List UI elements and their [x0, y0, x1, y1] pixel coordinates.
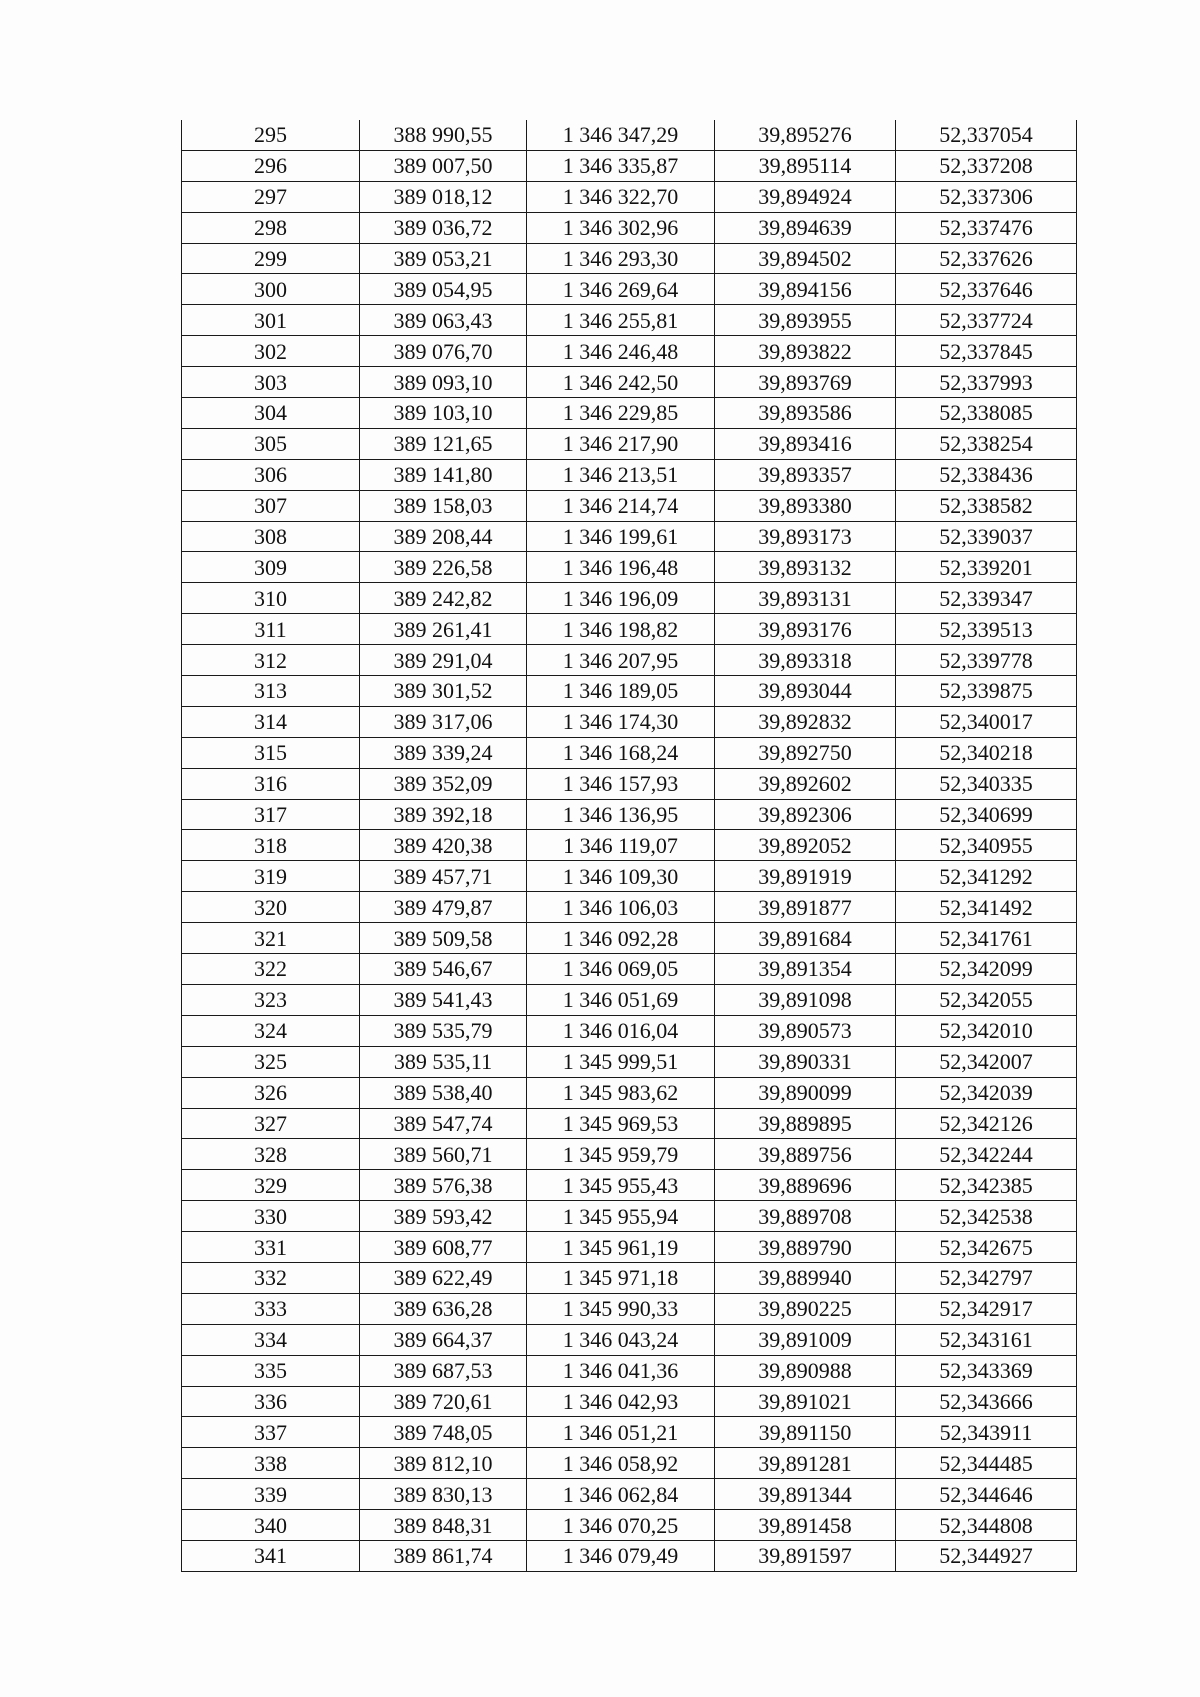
x-coordinate-cell: 389 608,77	[360, 1232, 527, 1263]
latitude-cell: 39,889756	[715, 1139, 896, 1170]
latitude-cell: 39,893318	[715, 645, 896, 676]
latitude-cell: 39,891684	[715, 923, 896, 954]
point-number-cell: 332	[182, 1262, 360, 1293]
point-number-cell: 324	[182, 1015, 360, 1046]
longitude-cell: 52,342055	[896, 984, 1077, 1015]
x-coordinate-cell: 389 830,13	[360, 1479, 527, 1510]
point-number-cell: 326	[182, 1077, 360, 1108]
y-coordinate-cell: 1 346 269,64	[527, 274, 715, 305]
x-coordinate-cell: 389 541,43	[360, 984, 527, 1015]
x-coordinate-cell: 389 261,41	[360, 614, 527, 645]
table-row	[182, 768, 1077, 799]
x-coordinate-cell: 389 141,80	[360, 459, 527, 490]
x-coordinate-cell: 389 103,10	[360, 398, 527, 429]
latitude-cell: 39,893586	[715, 398, 896, 429]
x-coordinate-cell: 389 479,87	[360, 892, 527, 923]
x-coordinate-cell: 389 560,71	[360, 1139, 527, 1170]
x-coordinate-cell: 389 509,58	[360, 923, 527, 954]
latitude-cell: 39,890573	[715, 1015, 896, 1046]
table-row	[182, 428, 1077, 459]
y-coordinate-cell: 1 346 109,30	[527, 861, 715, 892]
latitude-cell: 39,889708	[715, 1201, 896, 1232]
point-number-cell: 322	[182, 954, 360, 985]
latitude-cell: 39,892602	[715, 768, 896, 799]
table-row	[182, 398, 1077, 429]
y-coordinate-cell: 1 346 347,29	[527, 120, 715, 150]
point-number-cell: 315	[182, 737, 360, 768]
latitude-cell: 39,891150	[715, 1417, 896, 1448]
x-coordinate-cell: 389 121,65	[360, 428, 527, 459]
latitude-cell: 39,892306	[715, 799, 896, 830]
x-coordinate-cell: 389 339,24	[360, 737, 527, 768]
y-coordinate-cell: 1 345 990,33	[527, 1293, 715, 1324]
y-coordinate-cell: 1 346 196,09	[527, 583, 715, 614]
point-number-cell: 323	[182, 984, 360, 1015]
point-number-cell: 325	[182, 1046, 360, 1077]
latitude-cell: 39,891281	[715, 1448, 896, 1479]
y-coordinate-cell: 1 346 302,96	[527, 212, 715, 243]
longitude-cell: 52,338254	[896, 428, 1077, 459]
table-row	[182, 583, 1077, 614]
longitude-cell: 52,342675	[896, 1232, 1077, 1263]
point-number-cell: 311	[182, 614, 360, 645]
latitude-cell: 39,891344	[715, 1479, 896, 1510]
latitude-cell: 39,891009	[715, 1324, 896, 1355]
point-number-cell: 302	[182, 336, 360, 367]
table-row	[182, 521, 1077, 552]
x-coordinate-cell: 389 848,31	[360, 1510, 527, 1541]
point-number-cell: 319	[182, 861, 360, 892]
x-coordinate-cell: 389 242,82	[360, 583, 527, 614]
point-number-cell: 312	[182, 645, 360, 676]
point-number-cell: 308	[182, 521, 360, 552]
point-number-cell: 300	[182, 274, 360, 305]
table-row	[182, 552, 1077, 583]
x-coordinate-cell: 389 301,52	[360, 676, 527, 707]
latitude-cell: 39,894639	[715, 212, 896, 243]
y-coordinate-cell: 1 346 051,69	[527, 984, 715, 1015]
table-row	[182, 954, 1077, 985]
point-number-cell: 296	[182, 150, 360, 181]
latitude-cell: 39,893176	[715, 614, 896, 645]
longitude-cell: 52,338436	[896, 459, 1077, 490]
y-coordinate-cell: 1 346 246,48	[527, 336, 715, 367]
coordinates-table-body	[182, 120, 1077, 1571]
table-row	[182, 1108, 1077, 1139]
point-number-cell: 299	[182, 243, 360, 274]
latitude-cell: 39,891021	[715, 1386, 896, 1417]
x-coordinate-cell: 389 748,05	[360, 1417, 527, 1448]
table-row	[182, 274, 1077, 305]
x-coordinate-cell: 389 547,74	[360, 1108, 527, 1139]
point-number-cell: 340	[182, 1510, 360, 1541]
longitude-cell: 52,339875	[896, 676, 1077, 707]
point-number-cell: 329	[182, 1170, 360, 1201]
latitude-cell: 39,890331	[715, 1046, 896, 1077]
x-coordinate-cell: 389 063,43	[360, 305, 527, 336]
table-row	[182, 305, 1077, 336]
point-number-cell: 295	[182, 120, 360, 150]
table-row	[182, 706, 1077, 737]
table-row	[182, 1386, 1077, 1417]
point-number-cell: 298	[182, 212, 360, 243]
x-coordinate-cell: 389 352,09	[360, 768, 527, 799]
x-coordinate-cell: 389 546,67	[360, 954, 527, 985]
latitude-cell: 39,893131	[715, 583, 896, 614]
point-number-cell: 328	[182, 1139, 360, 1170]
y-coordinate-cell: 1 346 217,90	[527, 428, 715, 459]
y-coordinate-cell: 1 346 322,70	[527, 181, 715, 212]
x-coordinate-cell: 389 636,28	[360, 1293, 527, 1324]
latitude-cell: 39,895114	[715, 150, 896, 181]
longitude-cell: 52,342039	[896, 1077, 1077, 1108]
point-number-cell: 313	[182, 676, 360, 707]
point-number-cell: 304	[182, 398, 360, 429]
y-coordinate-cell: 1 346 229,85	[527, 398, 715, 429]
table-row	[182, 1293, 1077, 1324]
longitude-cell: 52,337626	[896, 243, 1077, 274]
longitude-cell: 52,342010	[896, 1015, 1077, 1046]
longitude-cell: 52,344927	[896, 1540, 1077, 1571]
latitude-cell: 39,893357	[715, 459, 896, 490]
point-number-cell: 307	[182, 490, 360, 521]
point-number-cell: 320	[182, 892, 360, 923]
latitude-cell: 39,890225	[715, 1293, 896, 1324]
table-row	[182, 459, 1077, 490]
y-coordinate-cell: 1 346 214,74	[527, 490, 715, 521]
table-row	[182, 645, 1077, 676]
table-row	[182, 1355, 1077, 1386]
longitude-cell: 52,340955	[896, 830, 1077, 861]
y-coordinate-cell: 1 345 971,18	[527, 1262, 715, 1293]
table-row	[182, 1046, 1077, 1077]
longitude-cell: 52,341492	[896, 892, 1077, 923]
longitude-cell: 52,339201	[896, 552, 1077, 583]
latitude-cell: 39,889895	[715, 1108, 896, 1139]
x-coordinate-cell: 389 053,21	[360, 243, 527, 274]
longitude-cell: 52,339347	[896, 583, 1077, 614]
longitude-cell: 52,344808	[896, 1510, 1077, 1541]
longitude-cell: 52,343911	[896, 1417, 1077, 1448]
latitude-cell: 39,891098	[715, 984, 896, 1015]
table-row	[182, 212, 1077, 243]
point-number-cell: 306	[182, 459, 360, 490]
latitude-cell: 39,894156	[715, 274, 896, 305]
point-number-cell: 310	[182, 583, 360, 614]
latitude-cell: 39,894924	[715, 181, 896, 212]
longitude-cell: 52,340335	[896, 768, 1077, 799]
y-coordinate-cell: 1 346 196,48	[527, 552, 715, 583]
longitude-cell: 52,339513	[896, 614, 1077, 645]
table-row	[182, 1448, 1077, 1479]
table-row	[182, 830, 1077, 861]
table-row	[182, 861, 1077, 892]
table-row	[182, 1262, 1077, 1293]
table-row	[182, 490, 1077, 521]
table-row	[182, 243, 1077, 274]
latitude-cell: 39,892052	[715, 830, 896, 861]
y-coordinate-cell: 1 346 189,05	[527, 676, 715, 707]
y-coordinate-cell: 1 345 969,53	[527, 1108, 715, 1139]
longitude-cell: 52,339778	[896, 645, 1077, 676]
latitude-cell: 39,890988	[715, 1355, 896, 1386]
x-coordinate-cell: 389 538,40	[360, 1077, 527, 1108]
x-coordinate-cell: 389 158,03	[360, 490, 527, 521]
table-row	[182, 1201, 1077, 1232]
x-coordinate-cell: 389 226,58	[360, 552, 527, 583]
latitude-cell: 39,894502	[715, 243, 896, 274]
table-row	[182, 1479, 1077, 1510]
point-number-cell: 333	[182, 1293, 360, 1324]
y-coordinate-cell: 1 346 070,25	[527, 1510, 715, 1541]
latitude-cell: 39,891919	[715, 861, 896, 892]
longitude-cell: 52,342538	[896, 1201, 1077, 1232]
longitude-cell: 52,337724	[896, 305, 1077, 336]
longitude-cell: 52,337845	[896, 336, 1077, 367]
longitude-cell: 52,342126	[896, 1108, 1077, 1139]
latitude-cell: 39,893380	[715, 490, 896, 521]
longitude-cell: 52,340017	[896, 706, 1077, 737]
longitude-cell: 52,342797	[896, 1262, 1077, 1293]
table-row	[182, 1139, 1077, 1170]
point-number-cell: 318	[182, 830, 360, 861]
point-number-cell: 314	[182, 706, 360, 737]
latitude-cell: 39,895276	[715, 120, 896, 150]
x-coordinate-cell: 389 420,38	[360, 830, 527, 861]
latitude-cell: 39,889696	[715, 1170, 896, 1201]
point-number-cell: 337	[182, 1417, 360, 1448]
y-coordinate-cell: 1 346 058,92	[527, 1448, 715, 1479]
longitude-cell: 52,337054	[896, 120, 1077, 150]
x-coordinate-cell: 389 535,79	[360, 1015, 527, 1046]
point-number-cell: 330	[182, 1201, 360, 1232]
table-row	[182, 367, 1077, 398]
y-coordinate-cell: 1 346 157,93	[527, 768, 715, 799]
longitude-cell: 52,344485	[896, 1448, 1077, 1479]
table-row	[182, 1077, 1077, 1108]
table-row	[182, 1015, 1077, 1046]
point-number-cell: 341	[182, 1540, 360, 1571]
x-coordinate-cell: 389 076,70	[360, 336, 527, 367]
y-coordinate-cell: 1 346 069,05	[527, 954, 715, 985]
point-number-cell: 297	[182, 181, 360, 212]
longitude-cell: 52,338582	[896, 490, 1077, 521]
point-number-cell: 321	[182, 923, 360, 954]
y-coordinate-cell: 1 346 051,21	[527, 1417, 715, 1448]
longitude-cell: 52,342007	[896, 1046, 1077, 1077]
y-coordinate-cell: 1 345 955,43	[527, 1170, 715, 1201]
y-coordinate-cell: 1 346 119,07	[527, 830, 715, 861]
x-coordinate-cell: 389 535,11	[360, 1046, 527, 1077]
table-row	[182, 1232, 1077, 1263]
latitude-cell: 39,893132	[715, 552, 896, 583]
latitude-cell: 39,893416	[715, 428, 896, 459]
x-coordinate-cell: 389 018,12	[360, 181, 527, 212]
x-coordinate-cell: 389 208,44	[360, 521, 527, 552]
latitude-cell: 39,891458	[715, 1510, 896, 1541]
point-number-cell: 339	[182, 1479, 360, 1510]
latitude-cell: 39,890099	[715, 1077, 896, 1108]
latitude-cell: 39,892750	[715, 737, 896, 768]
latitude-cell: 39,893769	[715, 367, 896, 398]
y-coordinate-cell: 1 346 198,82	[527, 614, 715, 645]
y-coordinate-cell: 1 346 092,28	[527, 923, 715, 954]
table-row	[182, 892, 1077, 923]
latitude-cell: 39,891877	[715, 892, 896, 923]
longitude-cell: 52,342099	[896, 954, 1077, 985]
x-coordinate-cell: 389 687,53	[360, 1355, 527, 1386]
y-coordinate-cell: 1 346 174,30	[527, 706, 715, 737]
table-row	[182, 737, 1077, 768]
y-coordinate-cell: 1 346 016,04	[527, 1015, 715, 1046]
x-coordinate-cell: 389 392,18	[360, 799, 527, 830]
y-coordinate-cell: 1 346 041,36	[527, 1355, 715, 1386]
point-number-cell: 317	[182, 799, 360, 830]
y-coordinate-cell: 1 346 199,61	[527, 521, 715, 552]
y-coordinate-cell: 1 345 983,62	[527, 1077, 715, 1108]
y-coordinate-cell: 1 346 213,51	[527, 459, 715, 490]
y-coordinate-cell: 1 346 043,24	[527, 1324, 715, 1355]
y-coordinate-cell: 1 346 106,03	[527, 892, 715, 923]
coordinates-table	[181, 120, 1077, 1572]
longitude-cell: 52,337208	[896, 150, 1077, 181]
y-coordinate-cell: 1 345 955,94	[527, 1201, 715, 1232]
x-coordinate-cell: 389 036,72	[360, 212, 527, 243]
y-coordinate-cell: 1 346 335,87	[527, 150, 715, 181]
longitude-cell: 52,337646	[896, 274, 1077, 305]
y-coordinate-cell: 1 346 042,93	[527, 1386, 715, 1417]
point-number-cell: 334	[182, 1324, 360, 1355]
latitude-cell: 39,893955	[715, 305, 896, 336]
latitude-cell: 39,889940	[715, 1262, 896, 1293]
longitude-cell: 52,342917	[896, 1293, 1077, 1324]
table-row	[182, 1170, 1077, 1201]
longitude-cell: 52,337306	[896, 181, 1077, 212]
x-coordinate-cell: 389 007,50	[360, 150, 527, 181]
table-row	[182, 676, 1077, 707]
longitude-cell: 52,337993	[896, 367, 1077, 398]
point-number-cell: 338	[182, 1448, 360, 1479]
x-coordinate-cell: 389 457,71	[360, 861, 527, 892]
longitude-cell: 52,339037	[896, 521, 1077, 552]
longitude-cell: 52,340699	[896, 799, 1077, 830]
point-number-cell: 303	[182, 367, 360, 398]
longitude-cell: 52,344646	[896, 1479, 1077, 1510]
latitude-cell: 39,889790	[715, 1232, 896, 1263]
x-coordinate-cell: 389 861,74	[360, 1540, 527, 1571]
x-coordinate-cell: 389 291,04	[360, 645, 527, 676]
latitude-cell: 39,893822	[715, 336, 896, 367]
x-coordinate-cell: 389 054,95	[360, 274, 527, 305]
longitude-cell: 52,343369	[896, 1355, 1077, 1386]
x-coordinate-cell: 388 990,55	[360, 120, 527, 150]
y-coordinate-cell: 1 346 242,50	[527, 367, 715, 398]
x-coordinate-cell: 389 317,06	[360, 706, 527, 737]
y-coordinate-cell: 1 346 136,95	[527, 799, 715, 830]
y-coordinate-cell: 1 346 168,24	[527, 737, 715, 768]
longitude-cell: 52,341292	[896, 861, 1077, 892]
longitude-cell: 52,342385	[896, 1170, 1077, 1201]
x-coordinate-cell: 389 720,61	[360, 1386, 527, 1417]
point-number-cell: 309	[182, 552, 360, 583]
y-coordinate-cell: 1 346 255,81	[527, 305, 715, 336]
y-coordinate-cell: 1 345 961,19	[527, 1232, 715, 1263]
y-coordinate-cell: 1 346 207,95	[527, 645, 715, 676]
x-coordinate-cell: 389 622,49	[360, 1262, 527, 1293]
point-number-cell: 335	[182, 1355, 360, 1386]
longitude-cell: 52,343161	[896, 1324, 1077, 1355]
table-row	[182, 1510, 1077, 1541]
longitude-cell: 52,341761	[896, 923, 1077, 954]
y-coordinate-cell: 1 346 079,49	[527, 1540, 715, 1571]
table-row	[182, 984, 1077, 1015]
latitude-cell: 39,893173	[715, 521, 896, 552]
y-coordinate-cell: 1 345 999,51	[527, 1046, 715, 1077]
point-number-cell: 331	[182, 1232, 360, 1263]
longitude-cell: 52,338085	[896, 398, 1077, 429]
y-coordinate-cell: 1 346 293,30	[527, 243, 715, 274]
point-number-cell: 305	[182, 428, 360, 459]
y-coordinate-cell: 1 345 959,79	[527, 1139, 715, 1170]
table-row	[182, 1417, 1077, 1448]
point-number-cell: 301	[182, 305, 360, 336]
x-coordinate-cell: 389 593,42	[360, 1201, 527, 1232]
x-coordinate-cell: 389 664,37	[360, 1324, 527, 1355]
table-row	[182, 181, 1077, 212]
table-row	[182, 799, 1077, 830]
y-coordinate-cell: 1 346 062,84	[527, 1479, 715, 1510]
x-coordinate-cell: 389 812,10	[360, 1448, 527, 1479]
x-coordinate-cell: 389 576,38	[360, 1170, 527, 1201]
table-row	[182, 923, 1077, 954]
latitude-cell: 39,891354	[715, 954, 896, 985]
table-row	[182, 150, 1077, 181]
table-row	[182, 614, 1077, 645]
table-row	[182, 1540, 1077, 1571]
point-number-cell: 316	[182, 768, 360, 799]
latitude-cell: 39,893044	[715, 676, 896, 707]
point-number-cell: 336	[182, 1386, 360, 1417]
longitude-cell: 52,337476	[896, 212, 1077, 243]
latitude-cell: 39,891597	[715, 1540, 896, 1571]
latitude-cell: 39,892832	[715, 706, 896, 737]
table-row	[182, 336, 1077, 367]
x-coordinate-cell: 389 093,10	[360, 367, 527, 398]
longitude-cell: 52,343666	[896, 1386, 1077, 1417]
longitude-cell: 52,342244	[896, 1139, 1077, 1170]
longitude-cell: 52,340218	[896, 737, 1077, 768]
point-number-cell: 327	[182, 1108, 360, 1139]
table-row	[182, 120, 1077, 150]
table-row	[182, 1324, 1077, 1355]
